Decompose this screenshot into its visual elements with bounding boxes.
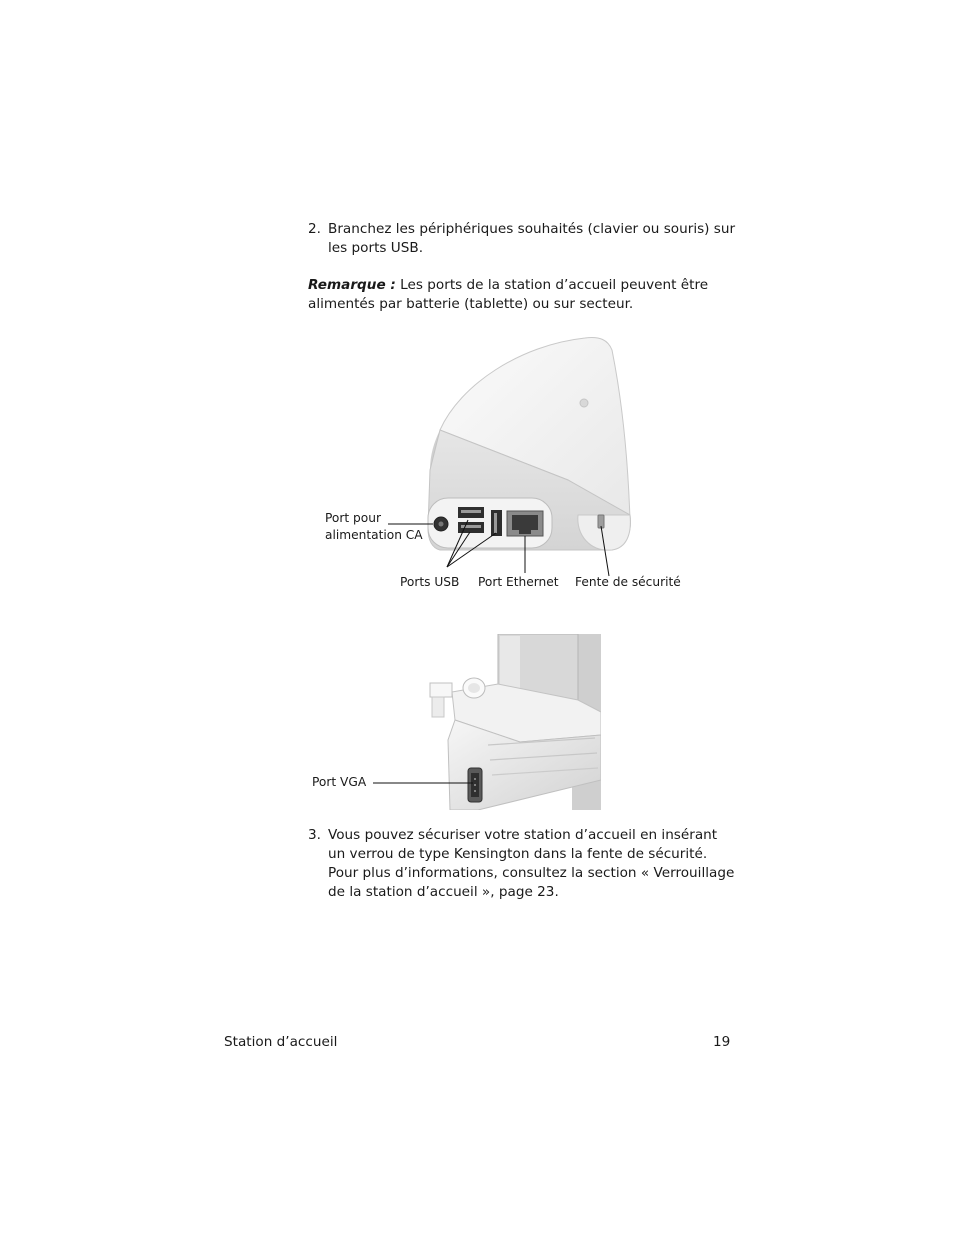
note-text: Les ports de la station d’accueil peuvent être alimentés par batterie (tablette) ou sur secteur.: [308, 277, 709, 312]
step-2-text: Branchez les périphériques souhaités (clavier ou souris) sur les ports USB.: [328, 221, 736, 256]
note-label: Remarque :: [308, 277, 396, 293]
callout-security-slot: Fente de sécurité: [575, 575, 681, 589]
callout-vga-port: Port VGA: [312, 775, 367, 789]
step-3-text: Vous pouvez sécuriser votre station d’accueil en insérant un verrou de type Kensington dans la fente de sécurité. Pour plus d’informations, consultez la section « Verrouillage de la station d’accueil », page 23.: [328, 827, 735, 900]
step-3-number: 3.: [308, 827, 321, 843]
step-2-number: 2.: [308, 221, 321, 237]
footer-section-title: Station d’accueil: [224, 1034, 338, 1050]
callout-ethernet-port: Port Ethernet: [478, 575, 559, 589]
footer-page-number: 19: [713, 1034, 731, 1050]
step-3: [308, 826, 748, 906]
callout-power-line-1: Port pour: [325, 511, 381, 525]
callout-power-line-2: alimentation CA: [325, 528, 423, 542]
callout-usb-ports: Ports USB: [400, 575, 460, 589]
